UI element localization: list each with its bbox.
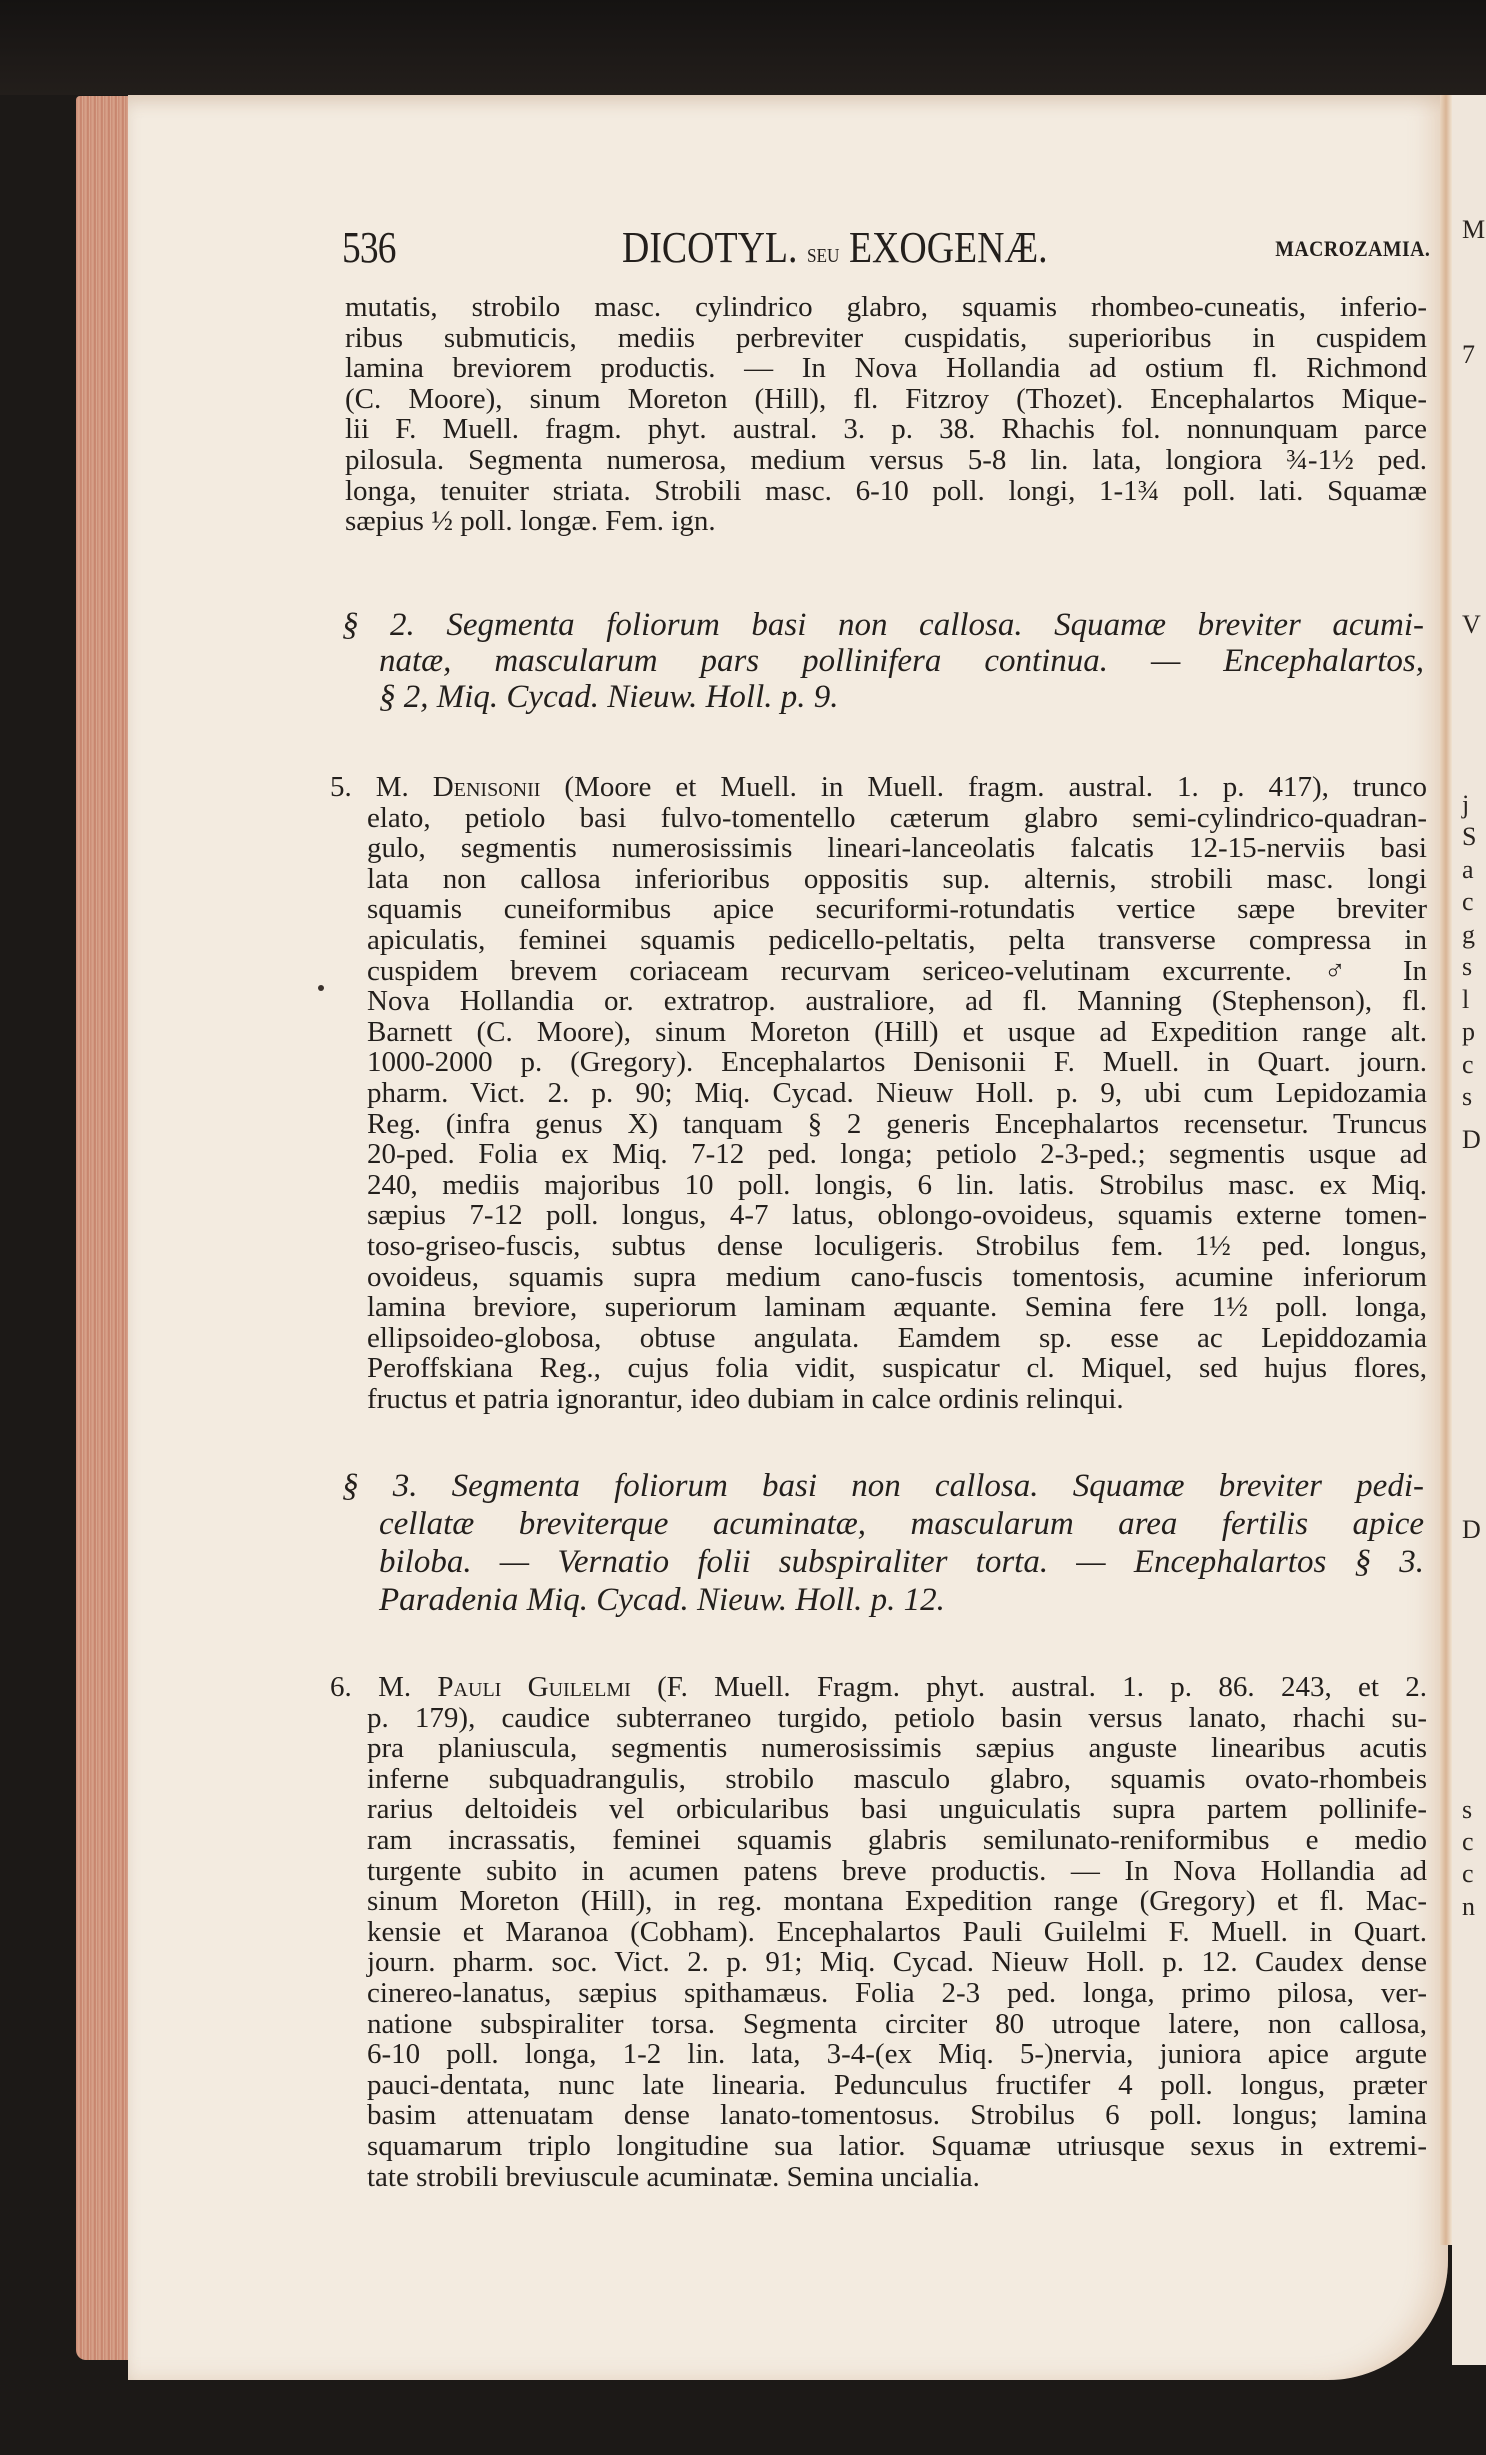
genus-label: MACROZAMIA. xyxy=(1274,236,1430,261)
text-line: mutatis, strobilo masc. cylindrico glabro, squamis rhombeo-cuneatis, inferio- xyxy=(345,291,1427,323)
running-title-part: DICOTYL. xyxy=(622,223,798,272)
text-line: (Moore et Muell. in Muell. fragm. austral. 1. p. 417), trunco xyxy=(564,771,1428,803)
adjacent-fragment: M xyxy=(1462,215,1486,244)
text-line: sæpius 7-12 poll. longus, 4-7 latus, oblongo-ovoideus, squamis externe tomen- xyxy=(367,1199,1427,1232)
running-title-part: seu xyxy=(806,238,840,269)
running-title xyxy=(622,222,1048,273)
text-line: Nova Hollandia or. extratrop. australiore, ad fl. Manning (Stephenson), fl. xyxy=(367,985,1427,1018)
heading-line: Paradenia Miq. Cycad. Nieuw. Holl. p. 12. xyxy=(379,1582,945,1618)
adjacent-fragment: s xyxy=(1462,952,1473,981)
species-number: 5. xyxy=(330,771,352,803)
species-header-line xyxy=(330,772,1427,803)
text-line: turgente subito in acumen patens breve productis. — In Nova Hollandia ad xyxy=(367,1854,1427,1887)
adjacent-fragment: 7 xyxy=(1462,340,1475,369)
adjacent-fragment: c xyxy=(1462,1050,1474,1079)
text-line: ribus submuticis, mediis perbreviter cuspidatis, superioribus in cuspidem xyxy=(345,321,1427,354)
text-line: gulo, segmentis numerosissimis lineari-lanceolatis falcatis 12-15-nerviis basi xyxy=(367,832,1427,865)
running-header xyxy=(342,222,1430,272)
text-line: sinum Moreton (Hill), in reg. montana Expedition range (Gregory) et fl. Mac- xyxy=(367,1885,1427,1918)
text-line: apiculatis, feminei squamis pedicello-peltatis, pelta transverse compressa in xyxy=(367,923,1427,956)
text-line: pra planiuscula, segmentis numerosissimis sæpius anguste linearibus acutis xyxy=(367,1732,1427,1765)
adjacent-fragment: j xyxy=(1462,790,1470,819)
species-header-line xyxy=(330,1672,1427,1703)
heading-line: § 3. Segmenta foliorum basi non callosa. Squamæ breviter pedi- xyxy=(342,1468,1424,1504)
text-line: natione subspiraliter torsa. Segmenta circiter 80 utroque latere, non callosa, xyxy=(367,2007,1427,2040)
text-line: Reg. (infra genus X) tanquam § 2 generis Encephalartos recensetur. Truncus xyxy=(367,1107,1427,1140)
text-line: lamina breviore, superiorum laminam æquante. Semina fere 1½ poll. longa, xyxy=(367,1291,1427,1324)
text-line: Barnett (C. Moore), sinum Moreton (Hill) et usque ad Expedition range alt. xyxy=(367,1015,1427,1048)
ink-speck xyxy=(318,985,324,991)
species-name: M. Denisonii xyxy=(375,771,541,803)
species-number: 6. xyxy=(330,1671,352,1703)
adjacent-fragment: n xyxy=(1462,1892,1475,1921)
text-line: lata non callosa inferioribus oppositis sup. alternis, strobili masc. longi xyxy=(367,862,1427,895)
text-line: longa, tenuiter striata. Strobili masc. 6-10 poll. longi, 1-1¾ poll. lati. Squamæ xyxy=(345,474,1427,507)
text-line: ellipsoideo-globosa, obtuse angulata. Eamdem sp. esse ac Lepiddozamia xyxy=(367,1321,1427,1354)
running-title-part: EXOGENÆ. xyxy=(848,223,1048,272)
text-line: Peroffskiana Reg., cujus folia vidit, suspicatur cl. Miquel, sed hujus flores, xyxy=(367,1352,1427,1385)
text-line: 20-ped. Folia ex Miq. 7-12 ped. longa; petiolo 2-3-ped.; segmentis usque ad xyxy=(367,1138,1427,1171)
text-line: toso-griseo-fuscis, subtus dense loculigeris. Strobilus fem. 1½ ped. longus, xyxy=(367,1229,1427,1262)
heading-line: biloba. — Vernatio folii subspiraliter torta. — Encephalartos § 3. xyxy=(379,1544,1424,1580)
adjacent-fragment: D xyxy=(1462,1125,1481,1154)
text-line: tate strobili breviuscule acuminatæ. Semina uncialia. xyxy=(367,2160,980,2193)
text-line: elato, petiolo basi fulvo-tomentello cæterum glabro semi-cylindrico-quadran- xyxy=(367,801,1427,834)
text-line: ram incrassatis, feminei squamis glabris semilunato-reniformibus e medio xyxy=(367,1823,1427,1856)
adjacent-fragment: g xyxy=(1462,920,1475,949)
text-line: 6-10 poll. longa, 1-2 lin. lata, 3-4-(ex Miq. 5-)nervia, juniora apice argute xyxy=(367,2038,1427,2071)
species-5-entry xyxy=(330,772,1427,1414)
text-line: pharm. Vict. 2. p. 90; Miq. Cycad. Nieuw Holl. p. 9, ubi cum Lepidozamia xyxy=(367,1076,1427,1109)
species-6-entry xyxy=(330,1672,1427,2192)
adjacent-fragment: c xyxy=(1462,1859,1474,1888)
adjacent-fragment: V xyxy=(1462,610,1481,639)
text-line: pauci-dentata, nunc late linearia. Pedunculus fructifer 4 poll. longus, præter xyxy=(367,2068,1427,2101)
adjacent-fragment: l xyxy=(1462,985,1470,1014)
text-line: 240, mediis majoribus 10 poll. longis, 6 lin. latis. Strobilus masc. ex Miq. xyxy=(367,1168,1427,1201)
text-line: cinereo-lanatus, sæpius spithamæus. Folia 2-3 ped. longa, primo pilosa, ver- xyxy=(367,1976,1427,2009)
text-line: kensie et Maranoa (Cobham). Encephalartos Pauli Guilelmi F. Muell. in Quart. xyxy=(367,1915,1427,1948)
continuation-paragraph xyxy=(345,292,1427,537)
heading-line: cellatæ breviterque acuminatæ, mascularum area fertilis apice xyxy=(379,1506,1424,1542)
adjacent-fragment: s xyxy=(1462,1082,1473,1111)
page-number: 536 xyxy=(342,223,396,272)
text-line: 1000-2000 p. (Gregory). Encephalartos Denisonii F. Muell. in Quart. journ. xyxy=(367,1046,1427,1079)
adjacent-fragment: c xyxy=(1462,1827,1474,1856)
heading-line: § 2, Miq. Cycad. Nieuw. Holl. p. 9. xyxy=(379,679,839,715)
section-3-heading xyxy=(342,1467,1424,1619)
text-line: squamis cuneiformibus apice securiformi-rotundatis vertice sæpe breviter xyxy=(367,893,1427,926)
adjacent-fragment: c xyxy=(1462,887,1474,916)
heading-line: § 2. Segmenta foliorum basi non callosa. Squamæ breviter acumi- xyxy=(342,607,1424,643)
text-line: rarius deltoideis vel orbicularibus basi unguiculatis supra partem pollinife- xyxy=(367,1793,1427,1826)
text-line: journ. pharm. soc. Vict. 2. p. 91; Miq. Cycad. Nieuw Holl. p. 12. Caudex dense xyxy=(367,1946,1427,1979)
adjacent-fragment: p xyxy=(1462,1017,1475,1046)
text-line: ovoideus, squamis supra medium cano-fuscis tomentosis, acumine inferiorum xyxy=(367,1260,1427,1293)
section-2-heading xyxy=(342,607,1424,715)
text-line: (C. Moore), sinum Moreton (Hill), fl. Fitzroy (Thozet). Encephalartos Mique- xyxy=(345,382,1427,415)
text-line: basim attenuatam dense lanato-tomentosus. Strobilus 6 poll. longus; lamina xyxy=(367,2099,1427,2132)
text-line: inferne subquadrangulis, strobilo masculo glabro, squamis ovato-rhombeis xyxy=(367,1762,1427,1795)
adjacent-fragment: s xyxy=(1462,1795,1473,1824)
species-name: M. Pauli Guilelmi xyxy=(378,1671,631,1703)
text-line: sæpius ½ poll. longæ. Fem. ign. xyxy=(345,505,716,538)
adjacent-fragment: D xyxy=(1462,1515,1481,1544)
text-line: lii F. Muell. fragm. phyt. austral. 3. p. 38. Rhachis fol. nonnunquam parce xyxy=(345,413,1427,446)
text-line: (F. Muell. Fragm. phyt. austral. 1. p. 86. 243, et 2. xyxy=(657,1671,1428,1703)
heading-line: natæ, mascularum pars pollinifera continua. — Encephalartos, xyxy=(379,643,1424,679)
text-line: lamina breviorem productis. — In Nova Hollandia ad ostium fl. Richmond xyxy=(345,352,1427,385)
adjacent-fragment: a xyxy=(1462,855,1474,884)
text-line: cuspidem brevem coriaceam recurvam sericeo-velutinam excurrente. ♂ In xyxy=(367,954,1427,987)
text-line: p. 179), caudice subterraneo turgido, petiolo basin versus lanato, rhachi su- xyxy=(367,1701,1427,1734)
text-line: fructus et patria ignorantur, ideo dubiam in calce ordinis relinqui. xyxy=(367,1382,1124,1415)
text-line: squamarum triplo longitudine sua latior. Squamæ utriusque sexus in extremi- xyxy=(367,2129,1427,2162)
text-line: pilosula. Segmenta numerosa, medium versus 5-8 lin. lata, longiora ¾-1½ ped. xyxy=(345,443,1427,476)
adjacent-fragment: S xyxy=(1462,822,1477,851)
